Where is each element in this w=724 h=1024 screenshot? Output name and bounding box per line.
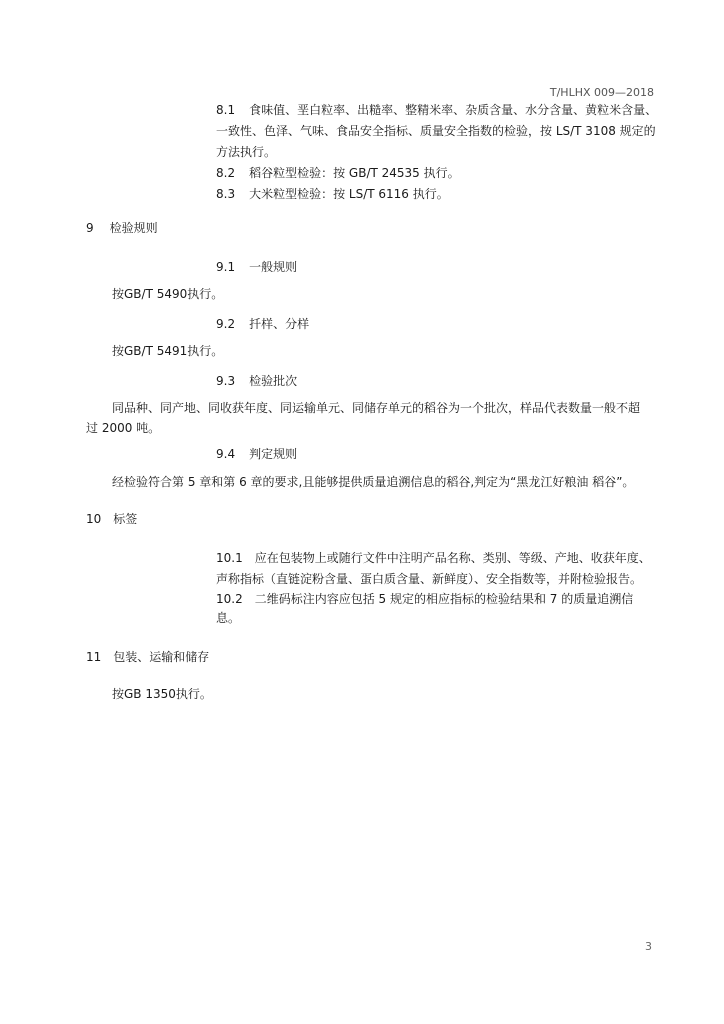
section-9-4-title: 判定规则 [249,447,298,461]
clause-8-3 [216,184,449,205]
section-9-1-number: 9.1 [216,260,236,274]
clause-8-3-number: 8.3 [216,187,236,201]
clause-10-2 [216,589,633,610]
section-9-number: 9 [86,221,94,235]
clause-10-2-text-line2: 息。 [216,611,241,625]
section-9-1-body: 按GB/T 5490执行。 [112,287,224,301]
clause-10-1-number: 10.1 [216,551,243,565]
section-9-3-body-line2: 过 2000 吨。 [86,421,161,435]
clause-8-1-text-line3: 方法执行。 [216,145,277,159]
clause-10-1-text-line2: 声称指标（直链淀粉含量、蛋白质含量、新鲜度）、安全指数等，并附检验报告。 [216,572,643,586]
section-9-1-heading [216,258,297,275]
section-9-1-title: 一般规则 [249,260,298,274]
section-11-number: 11 [86,650,102,664]
section-9-3-body-line1: 同品种、同产地、同收获年度、同运输单元、同储存单元的稻谷为一个批次，样品代表数量一般不超 [112,401,641,415]
section-9-4-number: 9.4 [216,447,236,461]
section-9-2-heading [216,315,309,332]
section-10-title: 标签 [113,512,138,526]
clause-10-2-number: 10.2 [216,592,243,606]
page-number: 3 [645,940,652,953]
section-9-title: 检验规则 [109,221,158,235]
section-9-2-number: 9.2 [216,317,236,331]
section-11-heading [86,648,209,665]
section-9-3-title: 检验批次 [249,374,298,388]
section-11-body: 按GB 1350执行。 [112,687,212,701]
clause-10-1-text-line1: 应在包装物上或随行文件中注明产品名称、类别、等级、产地、收获年度、 [254,551,651,565]
section-9-4-body: 经检验符合第 5 章和第 6 章的要求,且能够提供质量追溯信息的稻谷,判定为“黑龙江好粮油 稻谷”。 [112,475,635,489]
section-10-heading [86,510,137,527]
section-9-2-title: 扦样、分样 [249,317,310,331]
clause-8-1-text-line2: 一致性、色泽、气味、食品安全指标、质量安全指数的检验，按 LS/T 3108 规定的 [216,124,656,138]
section-11-title: 包装、运输和储存 [113,650,210,664]
document-code: T/HLHX 009—2018 [549,86,654,99]
section-9-3-number: 9.3 [216,374,236,388]
clause-8-1-number: 8.1 [216,103,236,117]
section-9-2-body: 按GB/T 5491执行。 [112,344,224,358]
clause-8-1-text-line1: 食味值、垩白粒率、出糙率、整精米率、杂质含量、水分含量、黄粒米含量、 [249,103,658,117]
clause-8-2 [216,163,460,184]
clause-10-1 [216,548,651,569]
section-9-3-heading [216,372,297,389]
clause-8-1 [216,100,657,121]
section-10-number: 10 [86,512,102,526]
clause-10-2-text-line1: 二维码标注内容应包括 5 规定的相应指标的检验结果和 7 的质量追溯信 [254,592,634,606]
section-9-heading [86,219,158,236]
clause-8-3-text: 大米粒型检验：按 LS/T 6116 执行。 [249,187,449,201]
section-9-4-heading [216,445,297,462]
clause-8-2-number: 8.2 [216,166,236,180]
clause-8-2-text: 稻谷粒型检验：按 GB/T 24535 执行。 [249,166,460,180]
